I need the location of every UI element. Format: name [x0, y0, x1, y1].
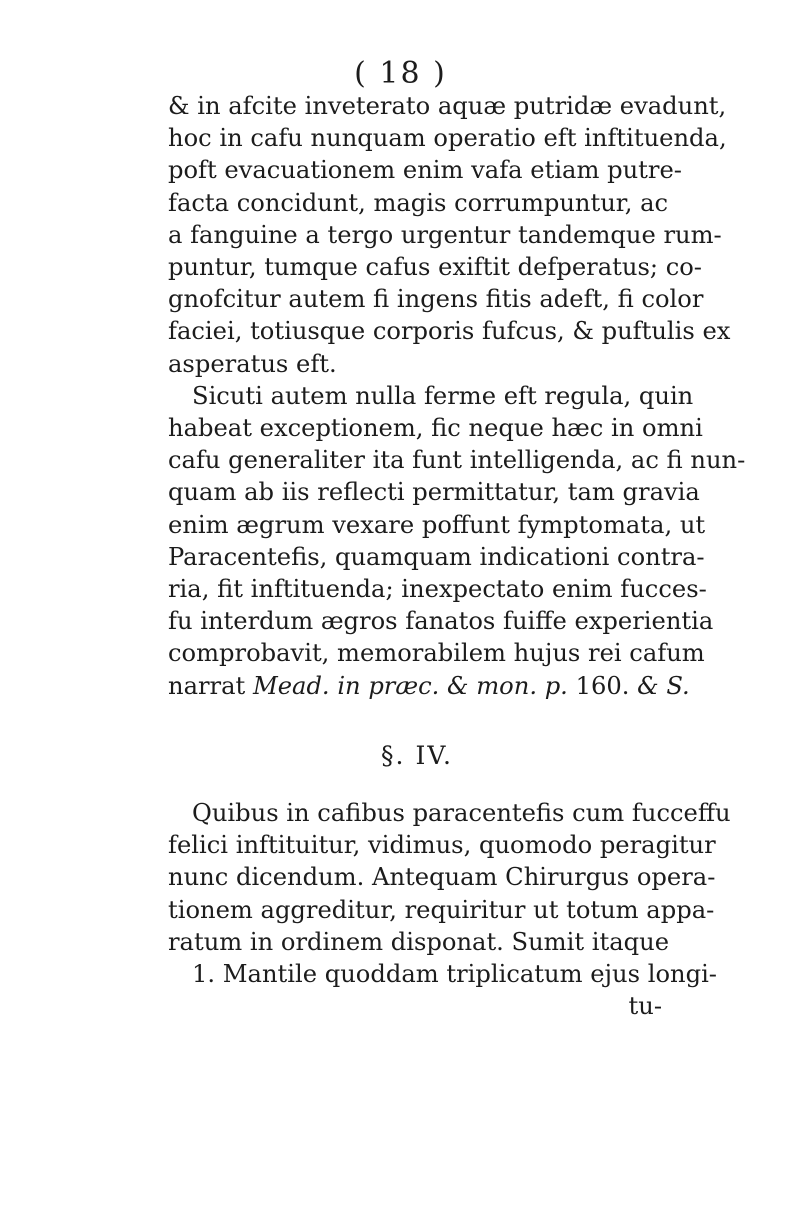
page-body: [168, 90, 746, 1022]
text-line: cafu generaliter ita funt intelligenda, ac fi nun-: [168, 446, 746, 475]
paragraph-1: [168, 90, 731, 380]
text-line: fu interdum ægros fanatos fuiffe experientia: [168, 607, 714, 636]
text-line: felici inftituitur, vidimus, quomodo peragitur: [168, 831, 716, 860]
text-line: puntur, tumque cafus exiftit defperatus; co-: [168, 253, 702, 282]
section-heading: §. IV.: [381, 740, 453, 770]
citation-suffix: & S.: [637, 671, 690, 700]
text-line: gnofcitur autem fi ingens fitis adeft, fi color: [168, 285, 704, 314]
text-line: nunc dicendum. Antequam Chirurgus opera-: [168, 863, 716, 892]
text-line: & in afcite inveterato aquæ putridæ evadunt,: [168, 92, 727, 120]
text-line: Quibus in cafibus paracentefis cum fucceffu: [192, 799, 731, 828]
text-line: tionem aggreditur, requiritur ut totum appa-: [168, 895, 715, 924]
text-line: habeat exceptionem, fic neque hæc in omni: [168, 414, 703, 443]
citation-lead: narrat: [168, 671, 253, 700]
text-line: ratum in ordinem disponat. Sumit itaque: [168, 927, 670, 956]
text-line: Sicuti autem nulla ferme eft regula, quin: [192, 381, 694, 410]
catchword: tu-: [628, 992, 662, 1021]
text-line: hoc in cafu nunquam operatio eft inftituenda,: [168, 124, 727, 153]
page-number: ( 18 ): [354, 56, 447, 91]
text-line: facta concidunt, magis corrumpuntur, ac: [168, 188, 669, 217]
text-line: asperatus eft.: [168, 349, 337, 378]
text-line: 1. Mantile quoddam triplicatum ejus longi-: [192, 960, 717, 989]
text-line: a fanguine a tergo urgentur tandemque rum-: [168, 220, 722, 249]
text-line: faciei, totiusque corporis fufcus, & puftulis ex: [168, 317, 731, 346]
text-line: poft evacuationem enim vafa etiam putre-: [168, 156, 682, 185]
text-line: comprobavit, memorabilem hujus rei cafum: [168, 639, 705, 668]
text-line: enim ægrum vexare poffunt fymptomata, ut: [168, 510, 706, 539]
text-line: quam ab iis reflecti permittatur, tam gravia: [168, 478, 700, 507]
text-line: ria, fit inftituenda; inexpectato enim fucces-: [168, 575, 707, 604]
citation-line: [168, 670, 690, 702]
citation-source: Mead. in præc. & mon. p.: [252, 671, 568, 700]
citation-page: 160.: [567, 671, 638, 700]
text-line: Paracentefis, quamquam indicationi contra-: [168, 542, 705, 571]
paragraph-3: [168, 797, 731, 1022]
paragraph-2: [168, 380, 746, 702]
